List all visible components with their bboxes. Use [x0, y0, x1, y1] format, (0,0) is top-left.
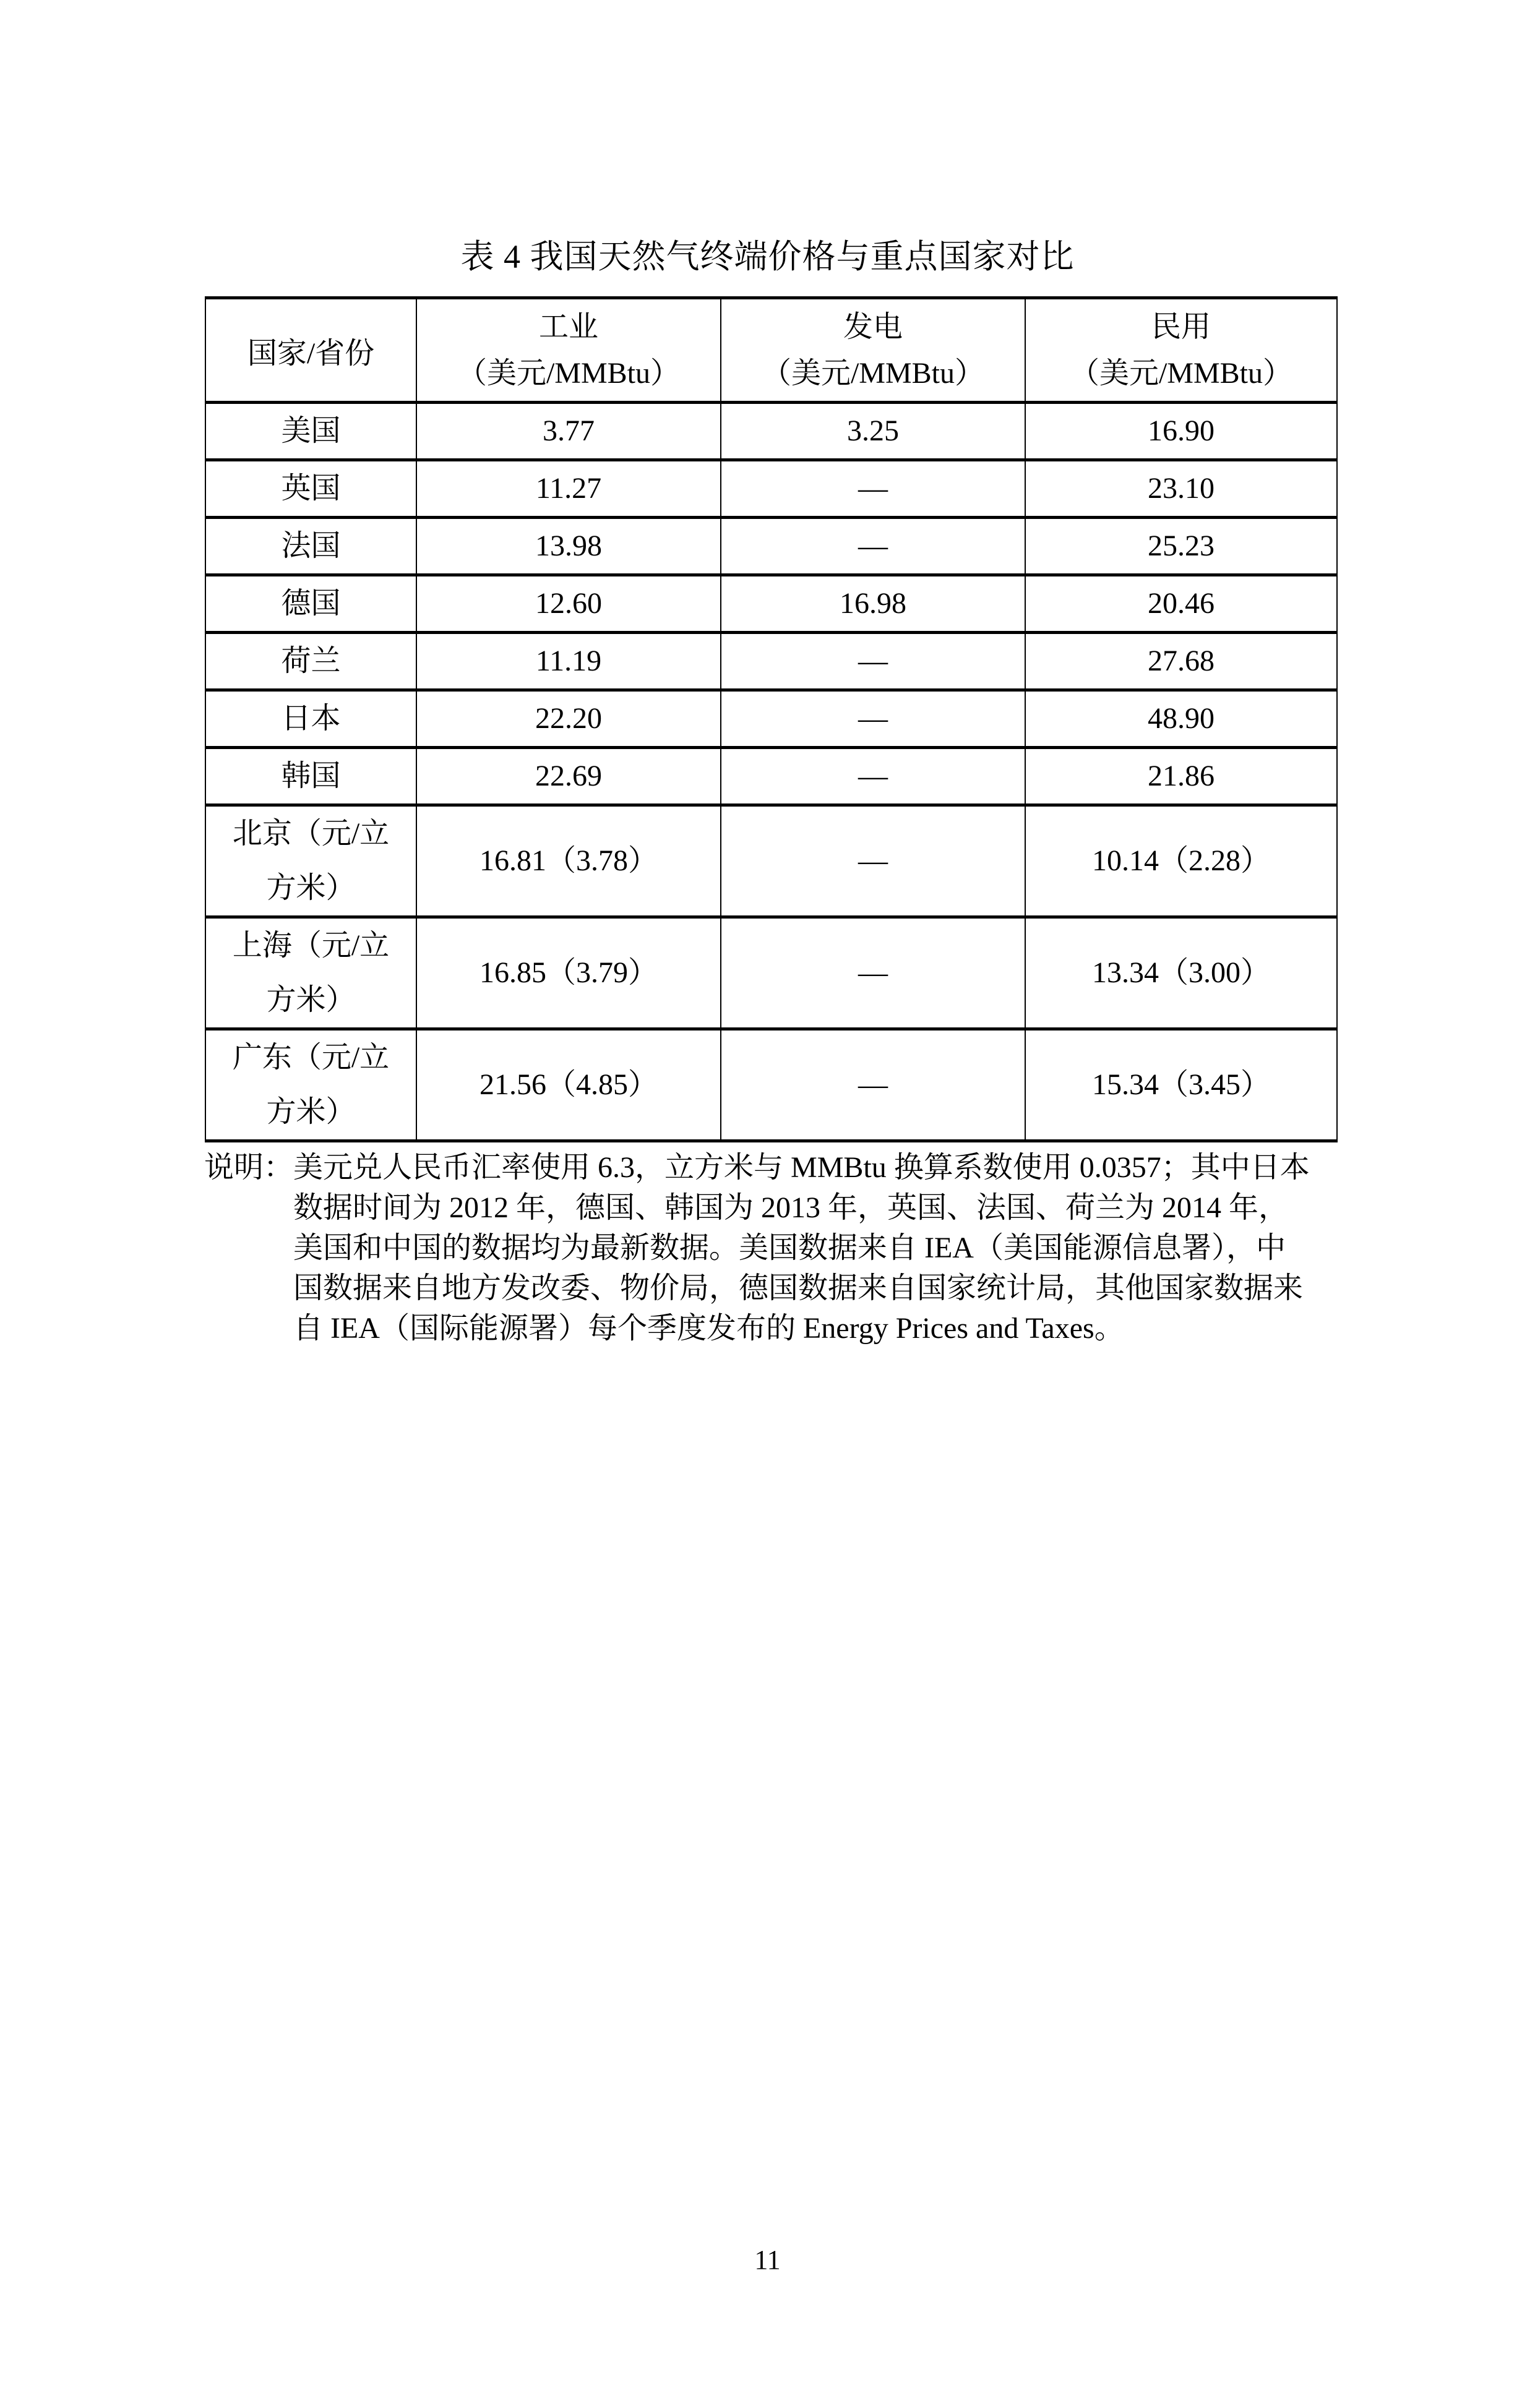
gas-price-table: [205, 296, 1338, 1142]
row-label: 韩国: [205, 748, 416, 805]
row-value-power: —: [721, 460, 1025, 518]
row-value-residential: 16.90: [1025, 403, 1337, 460]
row-value-industrial: 11.19: [416, 633, 721, 690]
row-value-power: —: [721, 633, 1025, 690]
row-value-power: —: [721, 748, 1025, 805]
page-number: 11: [754, 2245, 781, 2275]
col-header-residential-label: 民用: [1151, 310, 1211, 343]
row-label: 荷兰: [205, 633, 416, 690]
row-label: 上海（元/立方米）: [205, 917, 416, 1029]
row-value-industrial: 22.69: [416, 748, 721, 805]
row-value-power: 16.98: [721, 575, 1025, 633]
row-value-residential: 25.23: [1025, 518, 1337, 575]
row-value-residential: 23.10: [1025, 460, 1337, 518]
row-value-industrial: 11.27: [416, 460, 721, 518]
col-header-power: [721, 298, 1025, 403]
table-row: [205, 460, 1337, 518]
col-header-residential-unit: （美元/MMBtu）: [1069, 356, 1293, 390]
row-label: 法国: [205, 518, 416, 575]
row-value-industrial: 21.56（4.85）: [416, 1029, 721, 1141]
table-note: [204, 1147, 1349, 1348]
table-header-row: [205, 298, 1337, 403]
row-value-power: —: [721, 690, 1025, 748]
row-label: 英国: [205, 460, 416, 518]
note-line-text: 美元兑人民币汇率使用 6.3，立方米与 MMBtu 换算系数使用 0.0357；其中日本: [293, 1151, 1310, 1184]
col-header-residential: [1025, 298, 1337, 403]
row-value-power: 3.25: [721, 403, 1025, 460]
note-line: 数据时间为 2012 年，德国、韩国为 2013 年，英国、法国、荷兰为 2014 年，: [293, 1191, 1289, 1224]
table-row: [205, 403, 1337, 460]
row-value-industrial: 13.98: [416, 518, 721, 575]
note-line: [204, 1147, 1349, 1188]
table-header: [205, 298, 1337, 403]
row-value-residential: 21.86: [1025, 748, 1337, 805]
row-label: 北京（元/立方米）: [205, 805, 416, 917]
note-line: 自 IEA（国际能源署）每个季度发布的 Energy Prices and Taxes。: [293, 1312, 1124, 1345]
row-value-residential: 15.34（3.45）: [1025, 1029, 1337, 1141]
row-value-power: —: [721, 917, 1025, 1029]
table-body: [205, 403, 1337, 1141]
row-value-residential: 10.14（2.28）: [1025, 805, 1337, 917]
col-header-industrial-label: 工业: [538, 310, 598, 343]
row-value-residential: 13.34（3.00）: [1025, 917, 1337, 1029]
row-label: 美国: [205, 403, 416, 460]
row-value-residential: 48.90: [1025, 690, 1337, 748]
row-value-power: —: [721, 805, 1025, 917]
row-label: 广东（元/立方米）: [205, 1029, 416, 1141]
row-value-power: —: [721, 518, 1025, 575]
table-row: [205, 633, 1337, 690]
table-row: [205, 748, 1337, 805]
row-value-industrial: 22.20: [416, 690, 721, 748]
table-row: [205, 690, 1337, 748]
col-header-power-unit: （美元/MMBtu）: [761, 356, 985, 390]
row-value-residential: 20.46: [1025, 575, 1337, 633]
col-header-power-label: 发电: [843, 310, 903, 343]
table-row: [205, 575, 1337, 633]
col-header-region-label: 国家/省份: [247, 336, 375, 370]
table-title: 表 4 我国天然气终端价格与重点国家对比: [460, 238, 1075, 275]
col-header-industrial-unit: （美元/MMBtu）: [457, 356, 681, 390]
row-value-industrial: 16.81（3.78）: [416, 805, 721, 917]
note-line: 国数据来自地方发改委、物价局，德国数据来自国家统计局，其他国家数据来: [293, 1272, 1304, 1305]
table-row: [205, 917, 1337, 1029]
col-header-industrial: [416, 298, 721, 403]
note-line: 美国和中国的数据均为最新数据。美国数据来自 IEA（美国能源信息署），中: [293, 1232, 1286, 1264]
row-label: 德国: [205, 575, 416, 633]
row-value-industrial: 16.85（3.79）: [416, 917, 721, 1029]
row-value-power: —: [721, 1029, 1025, 1141]
row-value-industrial: 12.60: [416, 575, 721, 633]
table-row: [205, 1029, 1337, 1141]
table-row: [205, 518, 1337, 575]
col-header-region: [205, 298, 416, 403]
row-label: 日本: [205, 690, 416, 748]
table-row: [205, 805, 1337, 917]
row-value-industrial: 3.77: [416, 403, 721, 460]
row-value-residential: 27.68: [1025, 633, 1337, 690]
note-label: 说明：: [204, 1151, 294, 1184]
